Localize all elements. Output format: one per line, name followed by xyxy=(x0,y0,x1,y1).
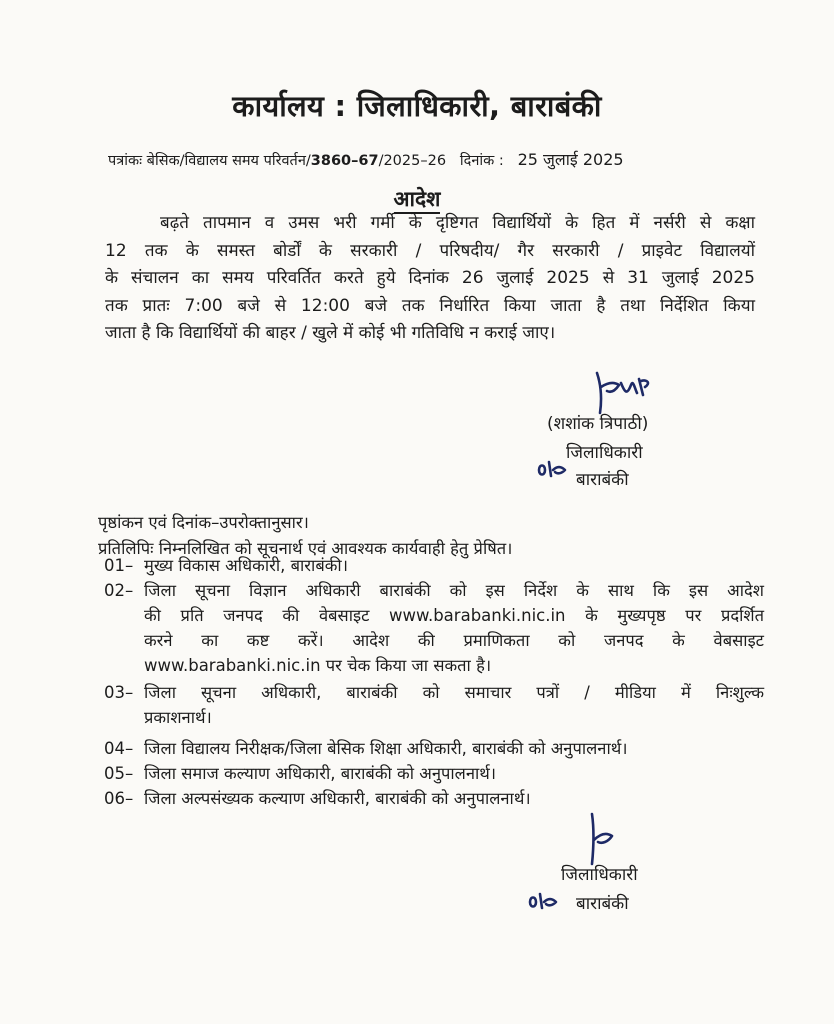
copy-list xyxy=(104,553,764,811)
list-item-text: मुख्य विकास अधिकारी, बाराबंकी। xyxy=(144,556,348,575)
list-item-number: 03– xyxy=(104,683,134,702)
reference-number: 3860–67 xyxy=(310,153,379,169)
order-title-text: आदेश xyxy=(394,187,441,214)
list-item-number: 05– xyxy=(104,764,134,783)
signatory-designation-2: जिलाधिकारी xyxy=(561,865,638,885)
signatory-designation: जिलाधिकारी xyxy=(566,443,643,463)
order-line: बढ़ते तापमान व उमस भरी गर्मी के दृष्टिगत विद्यार्थियों के हित में नर्सरी से कक्षा xyxy=(160,213,755,233)
list-item-text: जिला अल्पसंख्यक कल्याण अधिकारी, बाराबंकी को अनुपालनार्थ। xyxy=(144,789,531,808)
signatory-place-2: बाराबंकी xyxy=(576,894,629,914)
list-item-text: जिला विद्यालय निरीक्षक/जिला बेसिक शिक्षा अधिकारी, बाराबंकी को अनुपालनार्थ। xyxy=(144,739,628,758)
reference-line xyxy=(108,148,758,170)
signatory-name: (शशांक त्रिपाठी) xyxy=(547,414,649,434)
endorsement-line: पृष्ठांकन एवं दिनांक–उपरोक्तानुसार। xyxy=(98,513,309,532)
list-item xyxy=(104,578,764,678)
order-line: तक प्रातः 7:00 बजे से 12:00 बजे तक निर्धारित किया जाता है तथा निर्देशित किया xyxy=(105,295,755,316)
list-item-text: जिला समाज कल्याण अधिकारी, बाराबंकी को अनुपालनार्थ। xyxy=(144,764,497,783)
list-item-text: करने का कष्ट करें। आदेश की प्रमाणिकता को जनपद के वेबसाइट xyxy=(144,631,764,650)
list-item-text: प्रकाशनार्थ। xyxy=(144,708,212,727)
order-line: 12 तक के समस्त बोर्डों के सरकारी / परिषदीय/ गैर सरकारी / प्राइवेट विद्यालयों xyxy=(105,240,755,261)
reference-prefix: पत्रांकः बेसिक/विद्यालय समय परिवर्तन/ xyxy=(108,153,311,169)
list-item xyxy=(104,736,764,761)
list-item xyxy=(104,761,764,786)
order-line: जाता है कि विद्यार्थियों की बाहर / खुले में कोई भी गतिविधि न कराई जाए। xyxy=(105,323,556,343)
signatory-place: बाराबंकी xyxy=(576,470,629,490)
date-value: 25 जुलाई 2025 xyxy=(517,150,624,169)
list-item xyxy=(104,553,764,578)
list-item xyxy=(104,680,764,730)
office-title: कार्यालय : जिलाधिकारी, बाराबंकी xyxy=(232,89,602,123)
list-item xyxy=(104,786,764,811)
list-item-number: 02– xyxy=(104,581,134,600)
list-item-text: की प्रति जनपद की वेबसाइट www.barabanki.nic.in के मुख्यपृष्ठ पर प्रदर्शित xyxy=(144,606,764,625)
initials-scribble xyxy=(526,888,570,914)
list-item-text: जिला सूचना अधिकारी, बाराबंकी को समाचार पत्रों / मीडिया में निःशुल्क xyxy=(144,683,764,702)
reference-suffix: /2025–26 xyxy=(378,153,447,169)
list-item-number: 04– xyxy=(104,739,134,758)
copy-to-intro: प्रतिलिपिः निम्नलिखित को सूचनार्थ एवं आवश्यक कार्यवाही हेतु प्रेषित। xyxy=(98,539,513,558)
order-line: के संचालन का समय परिवर्तित करते हुये दिनांक 26 जुलाई 2025 से 31 जुलाई 2025 xyxy=(105,268,755,288)
list-item-number: 06– xyxy=(104,789,134,808)
list-item-text: www.barabanki.nic.in पर चेक किया जा सकता है। xyxy=(144,656,492,675)
order-title xyxy=(0,185,834,213)
date-label: दिनांक : xyxy=(459,153,504,169)
list-item-number: 01– xyxy=(104,556,134,575)
list-item-text: जिला सूचना विज्ञान अधिकारी बाराबंकी को इस निर्देश के साथ कि इस आदेश xyxy=(144,581,764,600)
signature-scribble xyxy=(582,810,622,868)
order-body xyxy=(105,210,755,348)
